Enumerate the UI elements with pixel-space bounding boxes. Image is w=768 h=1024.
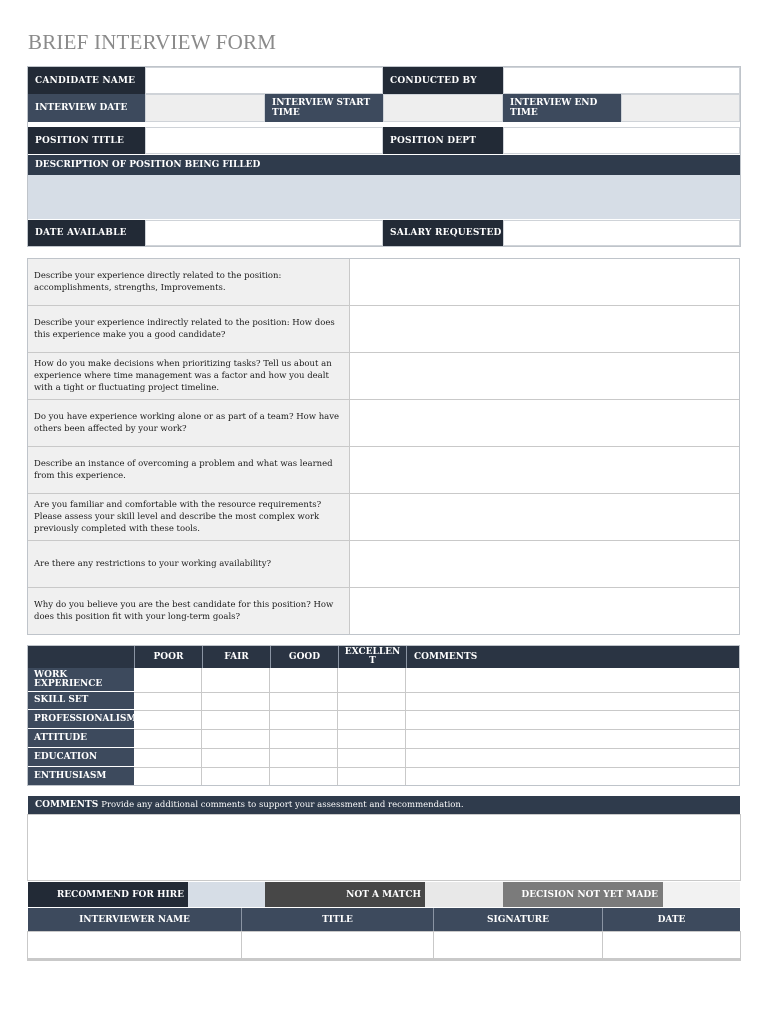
footer-title-header: TITLE <box>241 908 433 931</box>
rating-col-comments: COMMENTS <box>406 646 739 668</box>
description-field[interactable] <box>28 175 740 219</box>
rating-row-enthusiasm: ENTHUSIASM <box>28 767 134 785</box>
rating-col-fair: FAIR <box>202 646 270 668</box>
candidate-name-label: CANDIDATE NAME <box>28 67 145 94</box>
question-6: Are you familiar and comfortable with the resource requirements? Please assess your skill level and describe the most complex work previously completed with these tools. <box>28 494 349 541</box>
position-title-label: POSITION TITLE <box>28 127 145 154</box>
comments-label: COMMENTS <box>35 800 99 810</box>
decision-not-yet-made-checkbox[interactable] <box>663 882 740 907</box>
signature-field[interactable] <box>433 931 603 959</box>
footer-interviewer-name-header: INTERVIEWER NAME <box>28 908 241 931</box>
rating-row-skill-set: SKILL SET <box>28 692 134 710</box>
footer-signature-header: SIGNATURE <box>433 908 602 931</box>
interview-date-field[interactable] <box>145 94 265 122</box>
rating-grid-line <box>134 710 739 711</box>
rating-col-good: GOOD <box>270 646 338 668</box>
interview-start-time-label: INTERVIEW START TIME <box>265 94 383 122</box>
rating-col-poor: POOR <box>134 646 202 668</box>
question-2: Describe your experience indirectly related to the position: How does this experience make you a good candidate? <box>28 306 349 353</box>
rating-grid-line <box>134 729 739 730</box>
position-dept-label: POSITION DEPT <box>383 127 503 154</box>
candidate-name-field[interactable] <box>145 67 383 94</box>
conducted-by-field[interactable] <box>503 67 740 94</box>
rating-grid-line <box>134 748 739 749</box>
comments-hint: Provide any additional comments to support your assessment and recommendation. <box>101 800 464 810</box>
recommend-for-hire-checkbox[interactable] <box>188 882 265 907</box>
question-1: Describe your experience directly related to the position: accomplishments, strengths, Improvements. <box>28 259 349 306</box>
form-title: BRIEF INTERVIEW FORM <box>28 30 277 54</box>
footer-date-header: DATE <box>602 908 740 931</box>
decision-not-yet-made-label: DECISION NOT YET MADE <box>503 882 663 907</box>
salary-requested-field[interactable] <box>503 220 740 246</box>
answer-7[interactable] <box>349 541 739 588</box>
position-title-field[interactable] <box>145 127 383 154</box>
answer-4[interactable] <box>349 400 739 447</box>
rating-corner <box>28 646 134 668</box>
rating-col-excellent: EXCELLEN T <box>338 646 406 668</box>
interview-end-time-field[interactable] <box>621 94 740 122</box>
rating-row-education: EDUCATION <box>28 748 134 767</box>
interview-end-time-label: INTERVIEW END TIME <box>503 94 621 122</box>
date-available-label: DATE AVAILABLE <box>28 220 145 246</box>
answer-1[interactable] <box>349 259 739 306</box>
not-a-match-checkbox[interactable] <box>425 882 503 907</box>
salary-requested-label: SALARY REQUESTED <box>383 220 503 246</box>
question-4: Do you have experience working alone or as part of a team? How have others been affected by your work? <box>28 400 349 447</box>
answer-6[interactable] <box>349 494 739 541</box>
question-7: Are there any restrictions to your working availability? <box>28 541 349 588</box>
question-3: How do you make decisions when prioritizing tasks? Tell us about an experience where time management was a factor and how you dealt with a tight or fluctuating project timeline. <box>28 353 349 400</box>
date-field[interactable] <box>602 931 741 959</box>
comments-field[interactable] <box>27 814 741 881</box>
rating-grid-line <box>134 767 739 768</box>
rating-grid-line <box>134 692 739 693</box>
interviewer-name-field[interactable] <box>27 931 242 959</box>
position-dept-field[interactable] <box>503 127 740 154</box>
interview-date-label: INTERVIEW DATE <box>28 94 145 122</box>
rating-row-attitude: ATTITUDE <box>28 729 134 748</box>
question-8: Why do you believe you are the best candidate for this position? How does this position fit with your long-term goals? <box>28 588 349 634</box>
answer-3[interactable] <box>349 353 739 400</box>
not-a-match-label: NOT A MATCH <box>265 882 425 907</box>
title-field[interactable] <box>241 931 434 959</box>
footer-bottom-rule <box>27 959 741 961</box>
recommend-for-hire-label: RECOMMEND FOR HIRE <box>28 882 188 907</box>
answer-2[interactable] <box>349 306 739 353</box>
answer-8[interactable] <box>349 588 739 634</box>
answer-5[interactable] <box>349 447 739 494</box>
interview-start-time-field[interactable] <box>383 94 503 122</box>
rating-row-work-experience: WORK EXPERIENCE <box>28 668 134 692</box>
date-available-field[interactable] <box>145 220 383 246</box>
description-header: DESCRIPTION OF POSITION BEING FILLED <box>28 155 740 175</box>
question-5: Describe an instance of overcoming a problem and what was learned from this experience. <box>28 447 349 494</box>
comments-header <box>28 796 740 814</box>
conducted-by-label: CONDUCTED BY <box>383 67 503 94</box>
rating-row-professionalism: PROFESSIONALISM <box>28 710 134 729</box>
